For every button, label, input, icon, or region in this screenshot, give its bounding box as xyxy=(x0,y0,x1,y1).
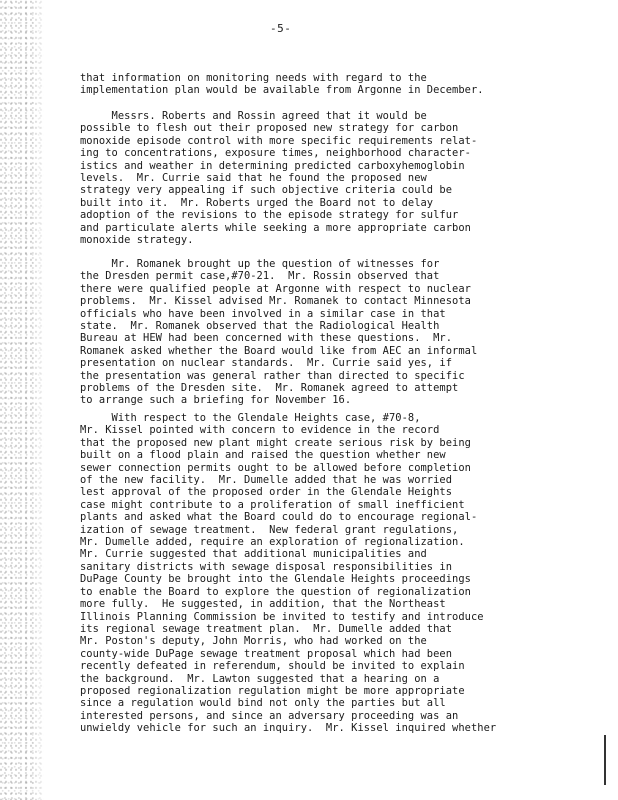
text-line: built on a flood plain and raised the question whether new xyxy=(80,449,446,462)
text-line: the background. Mr. Lawton suggested that a hearing on a xyxy=(80,672,440,685)
text-line: Romanek asked whether the Board would like from AEC an informal xyxy=(80,344,478,357)
text-line: strategy very appealing if such objective criteria could be xyxy=(80,184,453,197)
text-line: presentation on nuclear standards. Mr. Currie said yes, if xyxy=(80,357,453,370)
text-line: and particulate alerts while seeking a more appropriate carbon xyxy=(80,221,471,234)
scan-edge-fade xyxy=(30,0,48,800)
text-line: case might contribute to a proliferation of small inefficient xyxy=(80,498,465,511)
text-line: interested persons, and since an adversary proceeding was an xyxy=(80,709,459,722)
text-line: levels. Mr. Currie said that he found the proposed new xyxy=(80,172,427,185)
text-line: the Dresden permit case,#70-21. Mr. Rossin observed that xyxy=(80,270,440,283)
text-line: DuPage County be brought into the Glendale Heights proceedings xyxy=(80,573,471,586)
scan-margin-mark xyxy=(604,735,606,785)
text-line: Bureau at HEW had been concerned with these questions. Mr. xyxy=(80,332,453,345)
text-line: state. Mr. Romanek observed that the Radiological Health xyxy=(80,320,440,333)
text-line: to enable the Board to explore the question of regionalization xyxy=(80,585,471,598)
text-line: Mr. Romanek brought up the question of witnesses for xyxy=(80,258,440,270)
paragraph xyxy=(80,412,560,735)
text-line: built into it. Mr. Roberts urged the Board not to delay xyxy=(80,196,434,209)
text-line: since a regulation would bind not only the parties but all xyxy=(80,697,446,710)
text-line: With respect to the Glendale Heights case, #70-8, xyxy=(80,412,421,424)
text-line: sanitary districts with sewage disposal responsibilities in xyxy=(80,560,453,573)
text-line: problems. Mr. Kissel advised Mr. Romanek to contact Minnesota xyxy=(80,295,471,308)
text-line: ing to concentrations, exposure times, neighborhood character- xyxy=(80,147,471,160)
text-line: the presentation was general rather than directed to specific xyxy=(80,369,465,382)
text-line: Mr. Poston's deputy, John Morris, who had worked on the xyxy=(80,635,427,648)
text-line: recently defeated in referendum, should be invited to explain xyxy=(80,660,465,673)
text-line: that information on monitoring needs with regard to the xyxy=(80,72,427,84)
text-line: of the new facility. Mr. Dumelle added that he was worried xyxy=(80,474,453,487)
text-line: proposed regionalization regulation might be more appropriate xyxy=(80,684,465,697)
paragraph xyxy=(80,110,560,246)
text-line: istics and weather in determining predicted carboxyhemoglobin xyxy=(80,159,465,172)
text-line: implementation plan would be available from Argonne in December. xyxy=(80,84,484,97)
text-line: to arrange such a briefing for November 16. xyxy=(80,394,352,407)
text-line: Messrs. Roberts and Rossin agreed that it would be xyxy=(80,110,427,122)
text-line: officials who have been involved in a similar case in that xyxy=(80,307,446,320)
text-line: county-wide DuPage sewage treatment proposal which had been xyxy=(80,647,453,660)
text-line: Mr. Kissel pointed with concern to evidence in the record xyxy=(80,424,440,437)
text-line: monoxide episode control with more specific requirements relat- xyxy=(80,134,478,147)
paragraph xyxy=(80,258,560,407)
paragraph xyxy=(80,72,560,97)
text-line: monoxide strategy. xyxy=(80,234,194,247)
text-line: ization of sewage treatment. New federal grant regulations, xyxy=(80,523,459,536)
text-line: possible to flesh out their proposed new strategy for carbon xyxy=(80,122,459,135)
text-line: plants and asked what the Board could do to encourage regional- xyxy=(80,511,478,524)
text-line: Mr. Dumelle added, require an exploration of regionalization. xyxy=(80,536,465,549)
text-line: Mr. Currie suggested that additional municipalities and xyxy=(80,548,427,561)
text-line: sewer connection permits ought to be allowed before completion xyxy=(80,461,471,474)
text-line: Illinois Planning Commission be invited to testify and introduce xyxy=(80,610,484,623)
text-line: lest approval of the proposed order in the Glendale Heights xyxy=(80,486,453,499)
page-number: -5- xyxy=(270,22,292,35)
text-line: there were qualified people at Argonne with respect to nuclear xyxy=(80,282,471,295)
text-line: that the proposed new plant might create serious risk by being xyxy=(80,436,471,449)
text-line: more fully. He suggested, in addition, that the Northeast xyxy=(80,598,446,611)
text-line: adoption of the revisions to the episode strategy for sulfur xyxy=(80,209,459,222)
text-line: problems of the Dresden site. Mr. Romanek agreed to attempt xyxy=(80,382,459,395)
text-line: unwieldy vehicle for such an inquiry. Mr. Kissel inquired whether xyxy=(80,722,497,735)
text-line: its regional sewage treatment plan. Mr. Dumelle added that xyxy=(80,622,453,635)
